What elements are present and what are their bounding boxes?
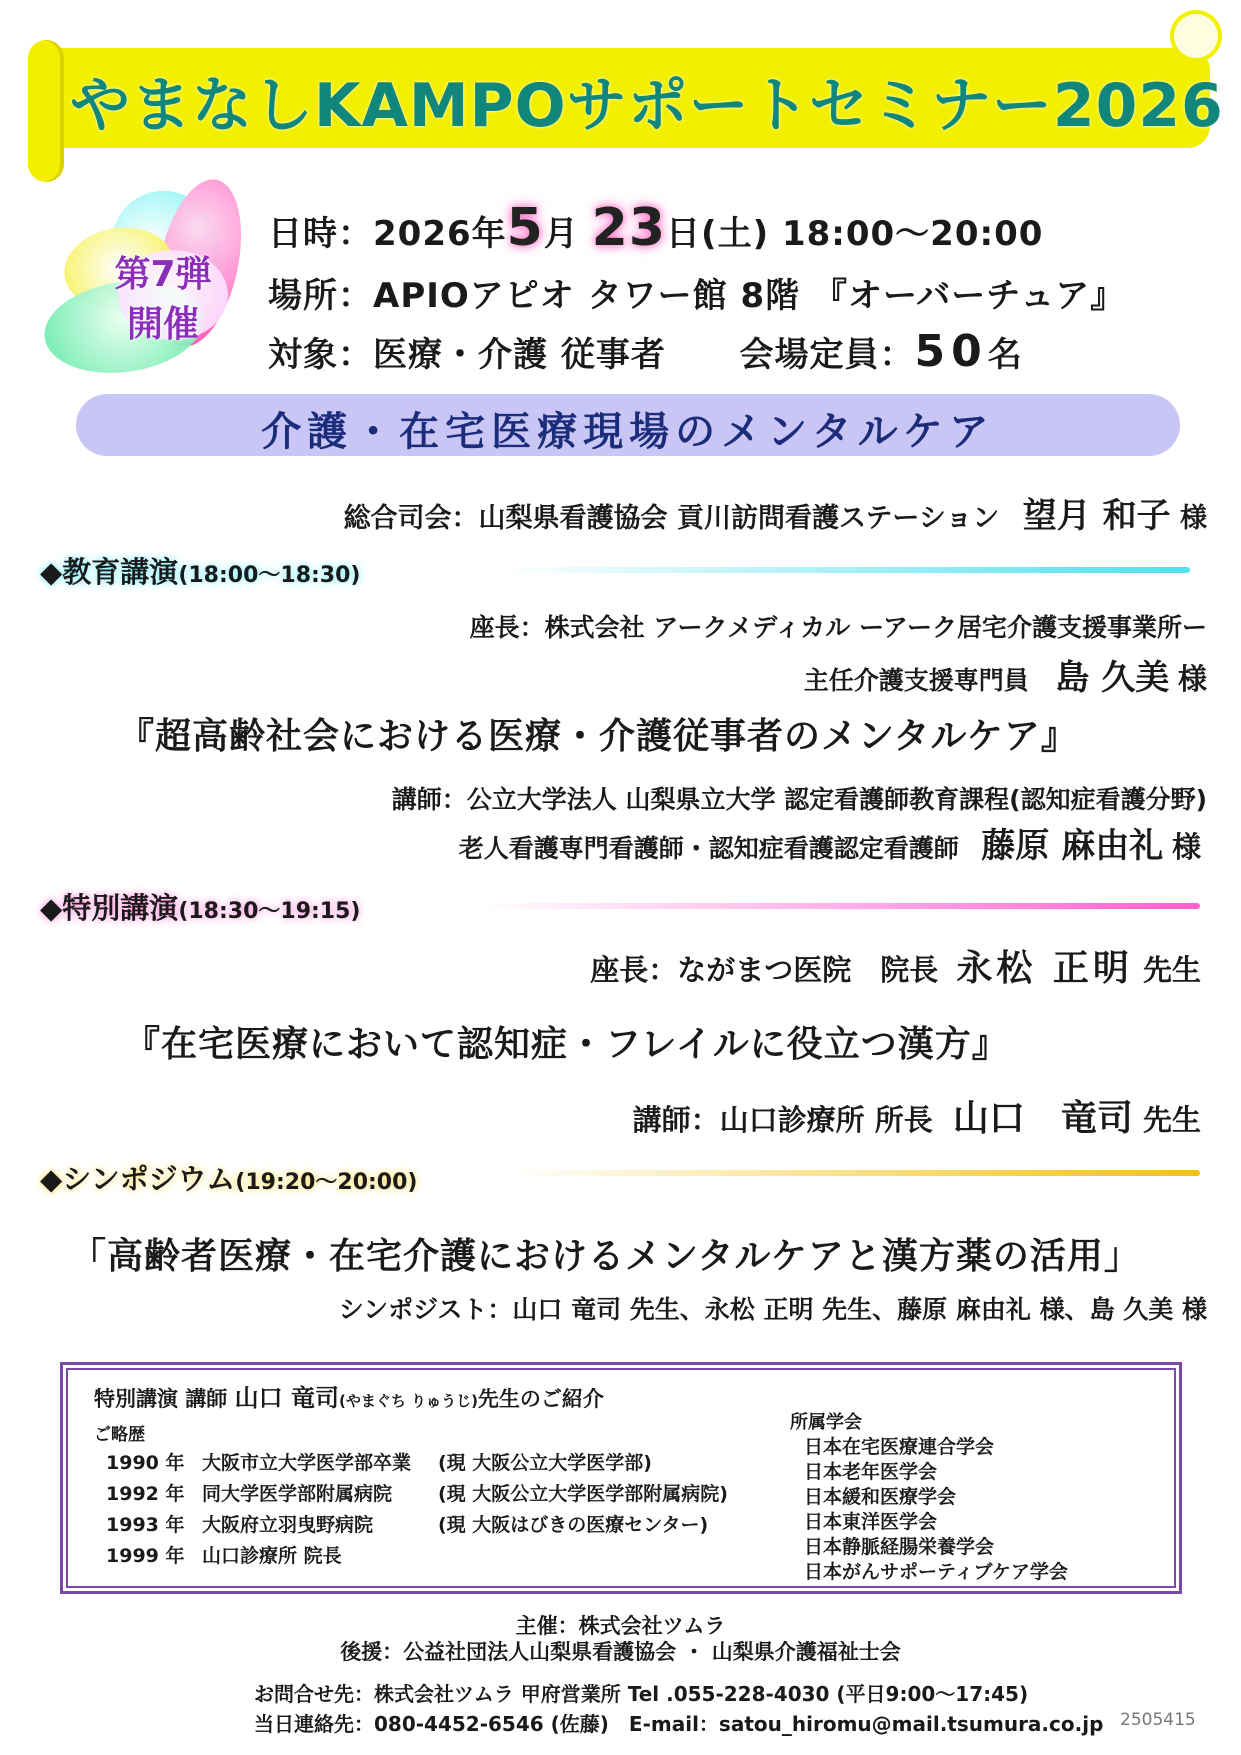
society-item: 日本緩和医療学会 (804, 1486, 957, 1508)
society-item: 日本東洋医学会 (804, 1511, 938, 1533)
target-text: 対象：医療・介護 従事者 (268, 335, 666, 375)
section2-chair-honorific: 先生 (1142, 953, 1201, 987)
section2-time: (18:30～19:15) (178, 899, 361, 924)
section3-time: (19:20～20:00) (235, 1170, 418, 1195)
section1-chair-title: 主任介護支援専門員 (803, 666, 1029, 695)
career-year: 1999 年 (106, 1545, 185, 1567)
section-special-heading (40, 886, 360, 927)
moderator-name: 望月 和子 (1022, 496, 1171, 536)
section2-lecturer-name: 山口 竜司 (952, 1098, 1133, 1139)
section1-chair-honorific: 様 (1177, 662, 1207, 696)
seminar-theme: 介護・在宅医療現場のメンタルケア (261, 409, 995, 455)
capacity-label: 会場定員： (739, 335, 915, 375)
section1-lecturer-name: 藤原 麻由礼 (981, 826, 1164, 866)
intro-heading-prefix: 特別講演 講師 (94, 1387, 228, 1411)
section1-lecturer-affiliation: 講師：公立大学法人 山梨県立大学 認定看護師教育課程(認知症看護分野) (391, 785, 1207, 814)
section-symposium-heading (40, 1157, 417, 1198)
section1-chair (804, 650, 1207, 699)
section2-lecturer (633, 1090, 1201, 1141)
event-target (268, 326, 1023, 377)
title-banner-curl (1170, 10, 1222, 62)
career-note: (現 大阪はびきの医療センター) (438, 1514, 709, 1536)
career-item (106, 1448, 728, 1479)
organizer: 主催：株式会社ツムラ (515, 1614, 726, 1638)
career-list (106, 1448, 728, 1572)
section2-chair (590, 940, 1201, 991)
career-item (106, 1510, 728, 1541)
intro-heading-suffix: 先生のご紹介 (477, 1387, 604, 1411)
section2-title: ◆特別講演 (40, 891, 179, 925)
title-banner-roll (28, 40, 64, 182)
moderator-affiliation: 総合司会：山梨県看護協会 貢川訪問看護ステーション (343, 503, 1000, 534)
section3-title: ◆シンポジウム (40, 1162, 236, 1196)
society-item: 日本在宅医療連合学会 (804, 1436, 995, 1458)
intro-heading-reading: (やまぐち りゅうじ) (338, 1392, 478, 1410)
section1-title: ◆教育講演 (40, 555, 179, 589)
section2-chair-name: 永松 正明 (956, 948, 1133, 989)
section1-chair-name: 島 久美 (1055, 658, 1170, 698)
career-year: 1993 年 (106, 1514, 185, 1536)
section1-divider (500, 567, 1190, 573)
career-note: (現 大阪公立大学医学部) (438, 1452, 652, 1474)
career-year: 1990 年 (106, 1452, 185, 1474)
supporters: 後援：公益社団法人山梨県看護協会 ・ 山梨県介護福祉士会 (340, 1640, 901, 1664)
section1-lecturer (459, 818, 1201, 867)
career-text: 大阪市立大学医学部卒業 (202, 1452, 412, 1474)
capacity-unit: 名 (987, 335, 1023, 375)
section1-time: (18:00～18:30) (178, 563, 361, 588)
career-item (106, 1479, 728, 1510)
date-month: 5 (506, 198, 544, 258)
societies-label: 所属学会 (790, 1412, 862, 1433)
section1-chair-affiliation: 座長：株式会社 アークメディカル ーアーク居宅介護支援事業所ー (469, 613, 1207, 642)
section1-lecture-title: 『超高齢社会における医療・介護従事者のメンタルケア』 (118, 716, 1078, 757)
career-label: ご略歴 (94, 1425, 145, 1445)
section2-divider (480, 903, 1200, 909)
date-day-suffix: 日(土) 18:00～20:00 (666, 214, 1044, 254)
career-text: 同大学医学部附属病院 (202, 1483, 393, 1505)
career-note: (現 大阪公立大学医学部附属病院) (438, 1483, 728, 1505)
capacity-value: 50 (914, 326, 988, 377)
date-day: 23 (591, 198, 667, 258)
section2-lecturer-honorific: 先生 (1142, 1103, 1201, 1137)
intro-heading-name: 山口 竜司 (234, 1384, 339, 1412)
section2-lecture-title: 『在宅医療において認知症・フレイルに役立つ漢方』 (124, 1024, 1009, 1065)
section1-lecturer-title: 老人看護専門看護師・認知症看護認定看護師 (458, 834, 959, 863)
section3-symposists: シンポジスト：山口 竜司 先生、永松 正明 先生、藤原 麻由礼 様、島 久美 様 (338, 1295, 1207, 1324)
section1-lecturer-honorific: 様 (1171, 830, 1201, 864)
section2-chair-affiliation: 座長：ながまつ医院 院長 (590, 953, 939, 987)
society-item: 日本がんサポーティブケア学会 (804, 1561, 1068, 1583)
section3-divider (510, 1170, 1200, 1176)
section2-lecturer-affiliation: 講師：山口診療所 所長 (632, 1103, 933, 1137)
day-contact-info: 当日連絡先：080-4452-6546 (佐藤) E-mail：satou_hiromu@mail.tsumura.co.jp (254, 1712, 1104, 1736)
societies-list (804, 1432, 1068, 1582)
document-code: 2505415 (1120, 1710, 1196, 1730)
society-item: 日本老年医学会 (804, 1461, 938, 1483)
event-place: 場所：APIOアピオ タワー館 8階 『オーバーチュア』 (268, 276, 1126, 316)
contact-info: お問合せ先：株式会社ツムラ 甲府営業所 Tel .055-228-4030 (平日9:00～17:45) (254, 1682, 1029, 1706)
intro-heading (94, 1378, 604, 1413)
badge-line2: 開催 (126, 304, 199, 345)
date-prefix: 日時：2026年 (268, 214, 507, 254)
badge-line1: 第7弾 (114, 254, 212, 295)
date-month-suffix: 月 (543, 214, 579, 254)
career-item (106, 1541, 728, 1572)
career-text: 山口診療所 院長 (202, 1545, 342, 1567)
badge-label (98, 250, 228, 350)
section-education-heading (40, 550, 360, 591)
page-title: やまなしKAMPOサポートセミナー2026 (70, 71, 1224, 141)
career-year: 1992 年 (106, 1483, 185, 1505)
career-text: 大阪府立羽曳野病院 (202, 1514, 374, 1536)
society-item: 日本静脈経腸栄養学会 (804, 1536, 995, 1558)
general-moderator (344, 488, 1207, 537)
moderator-honorific: 様 (1180, 503, 1207, 534)
section3-lecture-title: 「高齢者医療・在宅介護におけるメンタルケアと漢方薬の活用」 (70, 1236, 1141, 1277)
event-datetime (268, 198, 1043, 258)
